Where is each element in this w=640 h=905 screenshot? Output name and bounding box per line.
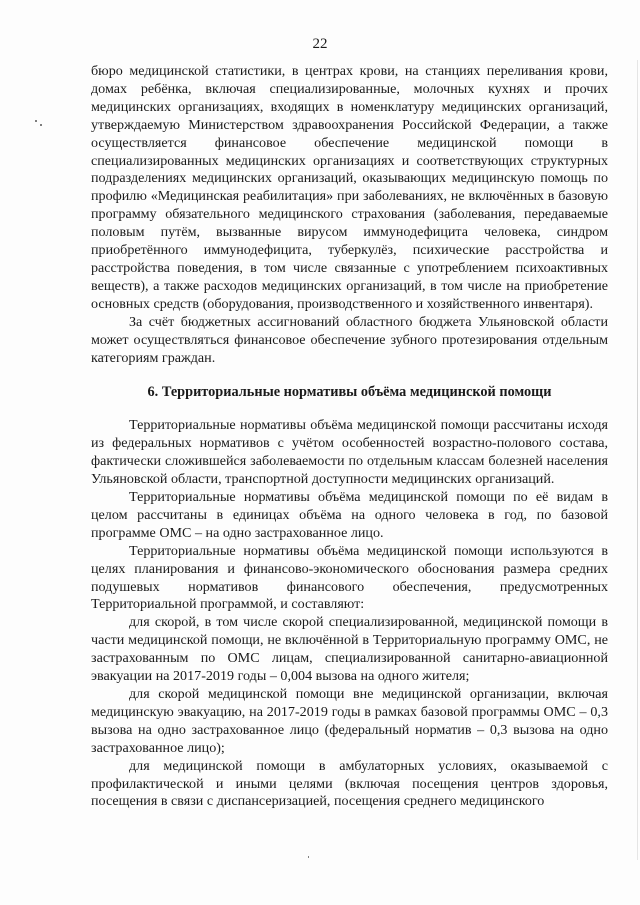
list-item-ambulance-outside: для скорой медицинской помощи вне медицинской организации, включая медицинскую эвакуацию, на 2017-2019 годы в рамках базовой программы ОМС – 0,3 вызова на одно застрахованное лицо (федеральный норматив – 0,3 вызова на одно застрахованное лицо);: [91, 686, 608, 756]
section-heading: 6. Территориальные нормативы объёма медицинской помощи: [147, 384, 552, 401]
page-number: 22: [312, 36, 328, 52]
paragraph-norms-calculation: Территориальные нормативы объёма медицинской помощи рассчитаны исходя из федеральных нормативов с учётом особенностей возрастно-полового состава, фактически сложившейся заболеваемости по отдельным классам болезней населения Ульяновской области, транспортной доступности медицинских организаций.: [91, 417, 608, 488]
scan-speck: [35, 120, 37, 122]
paragraph-norms-purpose: Территориальные нормативы объёма медицинской помощи используются в целях планирования и финансово-экономического обоснования размера средних подушевых нормативов финансового обеспечения, предусмотренных Территориальной программой, и составляют:: [91, 542, 608, 613]
scan-speck: [40, 124, 42, 126]
paragraph-dental-prosthetics: За счёт бюджетных ассигнований областного бюджета Ульяновской области может осуществляться финансовое обеспечение зубного протезирования отдельным категориям граждан.: [91, 313, 608, 366]
list-item-outpatient-care: для медицинской помощи в амбулаторных условиях, оказываемой с профилактической и иными целями (включая посещения центров здоровья, посещения в связи с диспансеризацией, посещения среднего медицинского: [91, 757, 608, 810]
list-item-emergency-care: для скорой, в том числе скорой специализированной, медицинской помощи в части медицинской помощи, не включённой в Территориальную программу ОМС, не застрахованным по ОМС лицам, специализированной санитарно-авиационной эвакуации на 2017-2019 годы – 0,004 вызова на одного жителя;: [91, 614, 608, 685]
scan-edge-shadow: [637, 60, 638, 860]
paragraph-norms-units: Территориальные нормативы объёма медицинской помощи по её видам в целом рассчитаны в единицах объёма на одного человека в год, по базовой программе ОМС – на одно застрахованное лицо.: [91, 489, 608, 541]
document-body: [91, 63, 608, 811]
paragraph-continued: бюро медицинской статистики, в центрах крови, на станциях переливания крови, домах ребёнка, включая специализированные, молочных кухнях и прочих медицинских организациях, входящих в номенклатуру медицинских организаций, утверждаемую Министерством здравоохранения Российской Федерации, а также осуществляется финансовое обеспечение медицинской помощи в специализированных медицинских организациях и соответствующих структурных подразделениях медицинских организаций, оказывающих медицинскую помощь по профилю «Медицинская реабилитация» при заболеваниях, не включённых в базовую программу обязательного медицинского страхования (заболевания, передаваемые половым путём, вызванные вирусом иммунодефицита человека, синдром приобретённого иммунодефицита, туберкулёз, психические расстройства и расстройства поведения, в том числе связанные с употреблением психоактивных веществ), а также расходов медицинских организаций, в том числе на приобретение основных средств (оборудования, производственного и хозяйственного инвентаря).: [91, 63, 608, 312]
scan-speck: [308, 856, 309, 858]
